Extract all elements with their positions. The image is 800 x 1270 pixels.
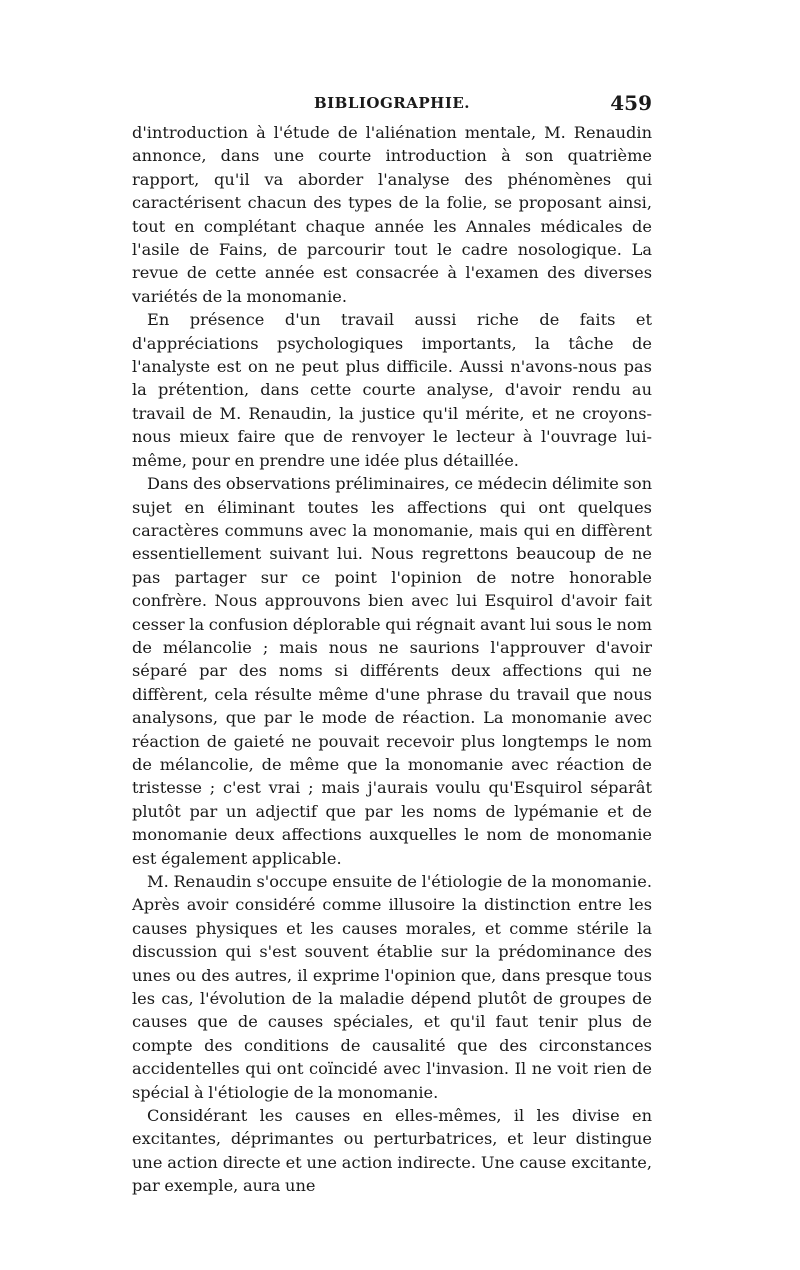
running-title: BIBLIOGRAPHIE. — [313, 94, 471, 112]
paragraph: Dans des observations préliminaires, ce médecin délimite son sujet en éliminant toutes les affections qui ont quelques caractères communs avec la monomanie, mais qui en diffèrent essentiellement suivant lui. Nous regrettons beaucoup de ne pas partager sur ce point l'opinion de notre honorable confrère. Nous approuvons bien avec lui Esquirol d'avoir fait cesser la confusion déplorable qui régnait avant lui sous le nom de mélancolie ; mais nous ne saurions l'approuver d'avoir séparé par des noms si différents deux affections qui ne diffèrent, cela résulte même d'une phrase du travail que nous analysons, que par le mode de réaction. La monomanie avec réaction de gaieté ne pouvait recevoir plus longtemps le nom de mélancolie, de même que la monomanie avec réaction de tristesse ; c'est vrai ; mais j'aurais voulu qu'Esquirol séparât plutôt par un adjectif que par les noms de lypémanie et de monomanie deux affections auxquelles le nom de monomanie est également applicable. — [132, 474, 652, 868]
paragraph: En présence d'un travail aussi riche de faits et d'appréciations psychologiques importants, la tâche de l'analyste est on ne peut plus difficile. Aussi n'avons-nous pas la prétention, dans cette courte analyse, d'avoir rendu au travail de M. Renaudin, la justice qu'il mérite, et ne croyons-nous mieux faire que de renvoyer le lecteur à l'ouvrage lui-même, pour en prendre une idée plus détaillée. — [132, 310, 652, 470]
body-text — [132, 121, 652, 1198]
paragraph: Considérant les causes en elles-mêmes, il les divise en excitantes, déprimantes ou perturbatrices, et leur distingue une action directe et une action indirecte. Une cause excitante, par exemple, aura une — [132, 1106, 652, 1196]
paragraph: M. Renaudin s'occupe ensuite de l'étiologie de la monomanie. Après avoir considéré comme illusoire la distinction entre les causes physiques et les causes morales, et comme stérile la discussion qui s'est souvent établie sur la prédominance des unes ou des autres, il exprime l'opinion que, dans presque tous les cas, l'évolution de la maladie dépend plutôt de groupes de causes que de causes spéciales, et qu'il faut tenir plus de compte des conditions de causalité que des circonstances accidentelles qui ont coïncidé avec l'invasion. Il ne voit rien de spécial à l'étiologie de la monomanie. — [132, 872, 652, 1102]
page-number: 459 — [610, 91, 652, 115]
paragraph-continuation: d'introduction à l'étude de l'aliénation mentale, M. Renaudin annonce, dans une courte introduction à son quatrième rapport, qu'il va aborder l'analyse des phénomènes qui caractérisent chacun des types de la folie, se proposant ainsi, tout en complétant chaque année les Annales médicales de l'asile de Fains, de parcourir tout le cadre nosologique. La revue de cette année est consacrée à l'examen des diverses variétés de la monomanie. — [132, 123, 652, 306]
running-head — [132, 91, 652, 118]
